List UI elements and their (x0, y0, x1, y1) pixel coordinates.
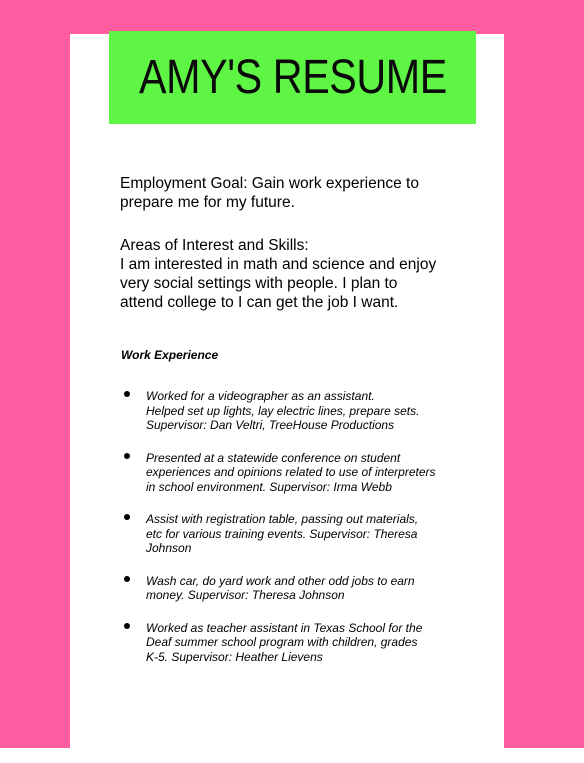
employment-goal-line: prepare me for my future. (120, 194, 295, 211)
bullet-icon (124, 576, 130, 582)
work-item-line: Johnson (146, 541, 192, 555)
areas-text-line: attend college to I can get the job I want. (120, 294, 399, 311)
bottom-border-strip (0, 748, 584, 763)
areas-heading: Areas of Interest and Skills: (120, 237, 309, 254)
work-item (120, 574, 490, 603)
areas-text-line: I am interested in math and science and enjoy (120, 256, 437, 273)
work-item (120, 389, 490, 433)
work-item (120, 451, 490, 495)
resume-title: AMY'S RESUME (138, 50, 447, 104)
work-item-line: Deaf summer school program with children, grades (146, 635, 418, 649)
employment-goal-line: Employment Goal: Gain work experience to (120, 175, 419, 192)
work-item (120, 512, 490, 556)
work-item-line: etc for various training events. Supervisor: Theresa (146, 526, 418, 541)
bullet-icon (124, 391, 130, 397)
work-experience-list (120, 389, 490, 682)
work-item-line: Helped set up lights, lay electric lines, prepare sets. (146, 403, 420, 418)
title-banner (109, 31, 476, 124)
work-item (120, 621, 490, 665)
work-item-line: Supervisor: Dan Veltri, TreeHouse Productions (146, 418, 395, 432)
work-item-line: Presented at a statewide conference on student (146, 450, 401, 465)
work-item-line: Worked for a videographer as an assistant. (146, 389, 375, 403)
work-item-line: in school environment. Supervisor: Irma Webb (146, 479, 392, 494)
work-experience-heading: Work Experience (121, 348, 219, 362)
work-item-line: money. Supervisor: Theresa Johnson (146, 588, 345, 602)
bullet-icon (124, 514, 130, 520)
work-item-line: experiences and opinions related to use of interpreters (146, 465, 436, 479)
work-item-line: Wash car, do yard work and other odd jobs to earn (146, 573, 415, 588)
bullet-icon (124, 453, 130, 459)
work-item-line: Assist with registration table, passing out materials, (146, 512, 419, 526)
areas-of-interest (120, 236, 500, 312)
bullet-icon (124, 623, 130, 629)
areas-text-line: very social settings with people. I plan to (120, 275, 398, 292)
work-item-line: Worked as teacher assistant in Texas School for the (146, 620, 423, 635)
employment-goal (120, 174, 500, 212)
work-item-line: K-5. Supervisor: Heather Lievens (146, 649, 323, 664)
